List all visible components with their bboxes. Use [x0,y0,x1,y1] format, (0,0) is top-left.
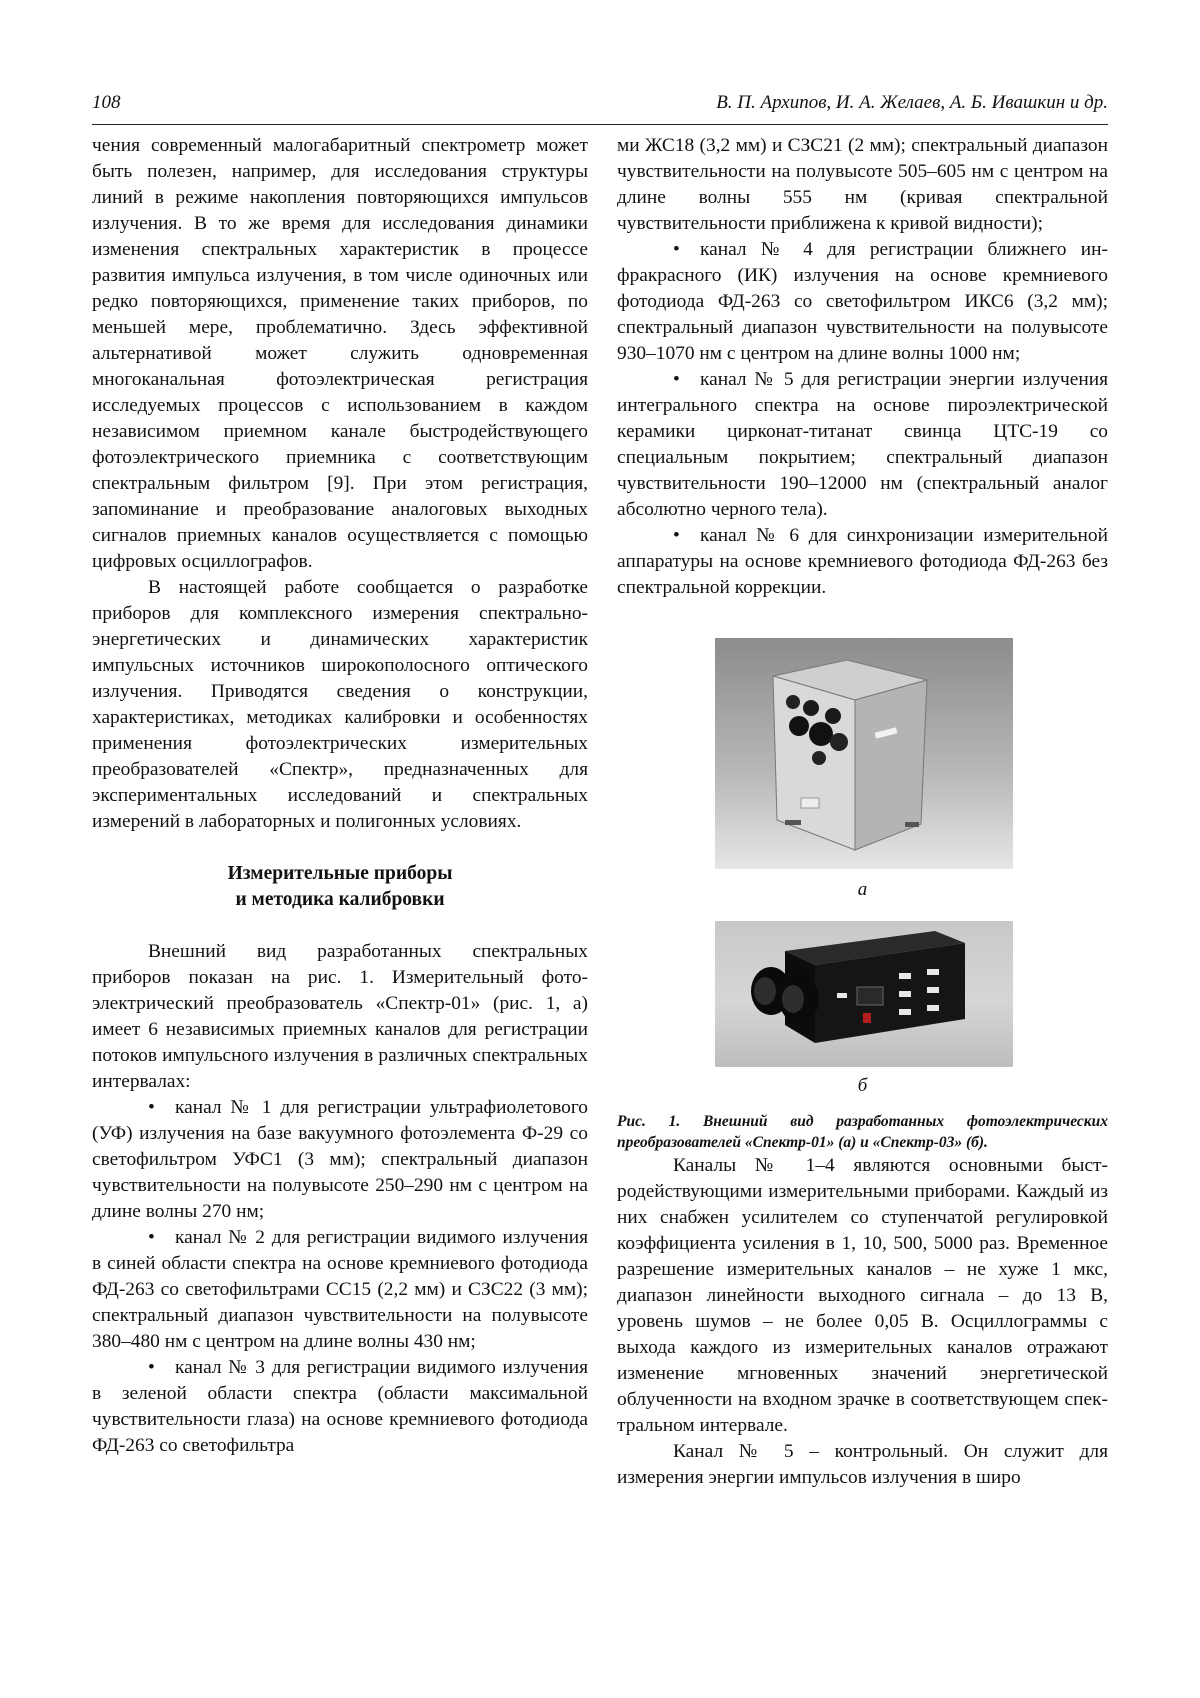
bullet-text: канал № 1 для регистрации ультрафиолетового (УФ) излучения на базе вакуумного фотоэлемента Ф-29 со светофильтром УФС1 (3 мм); спектральный диапазон чувствительности на полувысоте 250–290 нм с центром на длине волны 270 нм; [92,1097,588,1222]
bullet-item [92,1355,588,1459]
paragraph: В настоящей работе сообщается о разработке приборов для комплексного измерения спектрально-энергетических и динамических характеристик импульсных источников широкополосного оптического излучения. Приводятся сведения о конструкции, характеристиках, методиках калибровки и особенностях применения фотоэлектрических измерительных преобразователей «Спектр», предназначенных для экспериментальных исследований и спектральных измерений в лабораторных и полигонных условиях. [92,577,588,832]
bullet-item [617,523,1108,601]
bullet-icon: • [673,239,680,260]
figure-label-a: а [857,879,868,900]
bullet-text: канал № 5 для регистрации энергии излучения интегрального спектра на основе пироэлектрической керамики цирконат-титанат свинца ЦТС-19 со специальным покрытием; спектральный диапазон чувствительности 190–12000 нм (спектральный аналог абсолютно черного тела). [617,369,1108,520]
section-title-line: и методика калибровки [235,889,445,910]
header-rule [92,124,1108,125]
figure-photo-spektr-01 [715,638,1013,869]
bullet-icon: • [148,1097,155,1118]
paragraph: ми ЖС18 (3,2 мм) и СЗС21 (2 мм); спектральный диапазон чувствительности на полувысоте 505–605 нм с центром на длине волны 555 нм (кривая спектральной чувствительности приближена к кривой видности); [617,135,1108,234]
bullet-text: канал № 6 для синхронизации измерительной аппаратуры на основе кремниевого фотодиода ФД-263 без спектральной коррекции. [617,525,1108,598]
bullet-text: канал № 3 для регистрации видимого излучения в зеленой области спектра (области максимальной чувствительности глаза) на основе кремниевого фотодиода ФД-263 со светофильтра [92,1357,588,1456]
bullet-text: канал № 2 для регистрации видимого излучения в синей области спектра на основе кремниевого фотодиода ФД-263 со светофильтрами СС15 (2,2 мм) и СЗС22 (3 мм); спектральный диапазон чувствительности на полувысоте 380–480 нм с центром на длине волны 430 нм; [92,1227,588,1352]
left-column [92,133,588,1459]
bullet-item [617,367,1108,523]
bullet-item [92,1225,588,1355]
paragraph: Внешний вид разработанных спектральных приборов показан на рис. 1. Измерительный фотоэлектрический преобразователь «Спектр-01» (рис. 1, а) имеет 6 независимых приемных каналов для регистрации потоков импульсного излучения в различных спектральных интервалах: [92,941,588,1092]
bullet-icon: • [673,525,680,546]
right-column [617,133,1108,1491]
paragraph: чения современный малогабаритный спектрометр может быть полезен, например, для исследования структуры линий в режиме накопления повторяющихся импульсов излучения. В то же время для исследования динамики изменения спектральных характеристик в процессе развития импульса излучения, в том числе одиночных или редко повторяющихся, применение таких приборов, по меньшей мере, проблематично. Здесь эффективной альтернативой может служить одновременная многоканальная фотоэлектрическая регистрация исследуемых процессов с использованием в каждом независимом приемном канале быстродействующего фотоэлектрического приемника с соответствующим спектральным фильтром [9]. При этом регистрация, запоминание и преобразование аналоговых выходных сигналов приемных каналов осуществляется с помощью цифровых осциллографов. [92,135,588,572]
section-title-line: Измерительные приборы [227,863,453,884]
bullet-item [92,1095,588,1225]
figure-label-b: б [857,1075,868,1096]
bullet-icon: • [673,369,680,390]
paragraph: Канал № 5 – контрольный. Он служит для измерения энергии импульсов излучения в широ [617,1441,1108,1488]
bullet-text: канал № 4 для регистрации ближнего инфракрасного (ИК) излучения на основе кремниевого фотодиода ФД-263 со светофильтром ИКС6 (3,2 мм); спектральный диапазон чувствительности на полувысоте 930–1070 нм с центром на длине волны 1000 нм; [617,239,1108,364]
bullet-icon: • [148,1357,155,1378]
figure-caption: Рис. 1. Внешний вид разработанных фотоэлектрических преобразователей «Спектр-01» (а) и «Спектр-03» (б). [617,1113,1108,1151]
bullet-icon: • [148,1227,155,1248]
figure-photo-spektr-03 [715,921,1013,1067]
section-title [92,861,588,913]
bullet-item [617,237,1108,367]
paragraph: Каналы № 1–4 являются основными быстродействующими измерительными приборами. Каждый из них снабжен усилителем со ступенчатой регулировкой коэффициента усиления в 1, 10, 500, 5000 раз. Временное разрешение измерительных каналов – не хуже 1 мкс, диапазон линейности выходного сигнала – до 13 В, уровень шумов – не более 0,05 В. Осциллограммы с выхода каждого из измерительных каналов отражают изменение мгновенных значений энергетической облученности на входном зрачке в соответствующем спектральном интервале. [617,1155,1108,1436]
running-header-authors: В. П. Архипов, И. А. Желаев, А. Б. Ивашкин и др. [716,92,1108,113]
device-photo-b [715,921,1013,1067]
page-number: 108 [92,92,121,113]
device-photo-a [715,638,1013,869]
